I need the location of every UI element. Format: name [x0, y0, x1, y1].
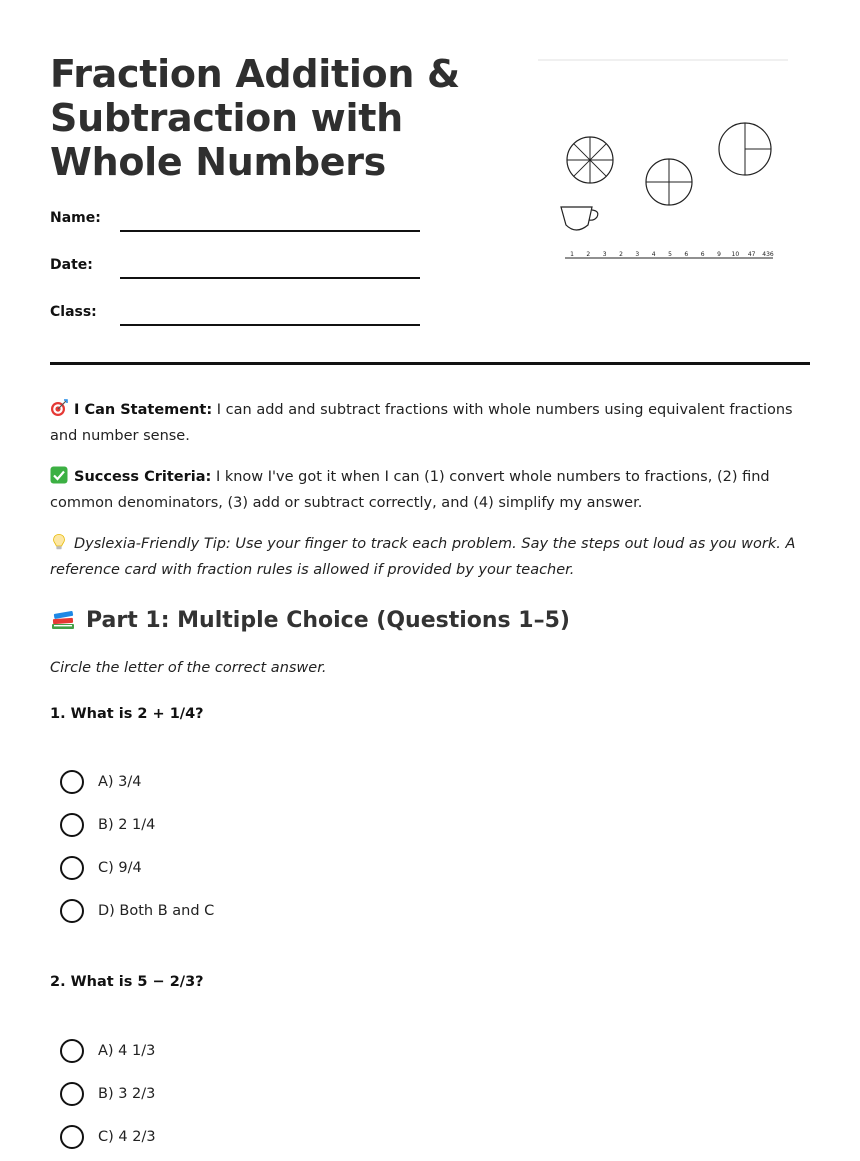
number-line-label: 436: [762, 251, 774, 258]
books-icon: [50, 606, 76, 632]
i-can-statement: [50, 397, 810, 449]
q1-option-d[interactable]: [60, 898, 214, 924]
number-line-label: 5: [668, 251, 672, 258]
class-label: Class:: [50, 304, 97, 320]
page-title: Fraction Addition & Subtraction with Whole Numbers: [50, 52, 460, 184]
number-line-label: 4: [651, 251, 656, 258]
answer-bubble[interactable]: [60, 899, 84, 923]
q1-option-c[interactable]: [60, 855, 142, 881]
answer-bubble[interactable]: [60, 1125, 84, 1149]
number-line-label: 47: [747, 251, 756, 258]
dyslexia-tip: [50, 531, 810, 583]
option-label: A) 4 1/3: [98, 1043, 156, 1059]
number-line-label: 2: [586, 251, 591, 258]
number-line-label: 9: [717, 251, 721, 258]
number-line-label: 3: [602, 251, 607, 258]
date-write-line[interactable]: [120, 277, 420, 279]
number-line: [565, 251, 774, 258]
success-label: Success Criteria:: [74, 469, 212, 485]
check-box-icon: [50, 466, 68, 484]
question-2: 2. What is 5 − 2/3?: [50, 974, 204, 990]
option-label: A) 3/4: [98, 774, 142, 790]
number-line-label: 1: [570, 251, 574, 258]
class-field[interactable]: [50, 304, 430, 334]
quarter-marked-circle-icon: [719, 123, 771, 175]
success-criteria: [50, 464, 810, 516]
success-text: I know I've got it when I can (1) convert whole numbers to fractions, (2) find common denominators, (3) add or subtract correctly, and (4) simplify my answer.: [50, 469, 770, 511]
name-write-line[interactable]: [120, 230, 420, 232]
tip-text: Dyslexia-Friendly Tip: Use your finger to track each problem. Say the steps out loud as you work. A reference card with fraction rules is allowed if provided by your teacher.: [50, 536, 796, 578]
date-label: Date:: [50, 257, 93, 273]
q1-option-a[interactable]: [60, 769, 142, 795]
number-line-label: 6: [684, 251, 689, 258]
q2-option-c[interactable]: [60, 1124, 156, 1150]
i-can-text: I can add and subtract fractions with whole numbers using equivalent fractions and number sense.: [50, 402, 793, 444]
part1-instructions: Circle the letter of the correct answer.: [50, 660, 327, 676]
target-icon: [50, 399, 68, 417]
q2-option-a[interactable]: [60, 1038, 155, 1064]
q2-option-b[interactable]: [60, 1081, 155, 1107]
header-divider: [50, 362, 810, 365]
quarters-circle-icon: [646, 159, 692, 205]
answer-bubble[interactable]: [60, 770, 84, 794]
number-line-label: 10: [731, 251, 740, 258]
option-label: D) Both B and C: [98, 903, 215, 919]
class-write-line[interactable]: [120, 324, 420, 326]
fraction-illustration: [530, 55, 800, 285]
question-1: 1. What is 2 + 1/4?: [50, 706, 204, 722]
measuring-cup-icon: [561, 207, 598, 230]
answer-bubble[interactable]: [60, 1082, 84, 1106]
option-label: C) 4 2/3: [98, 1129, 156, 1145]
answer-bubble[interactable]: [60, 813, 84, 837]
option-label: B) 3 2/3: [98, 1086, 156, 1102]
answer-bubble[interactable]: [60, 1039, 84, 1063]
part1-heading: [50, 606, 570, 633]
name-label: Name:: [50, 210, 101, 226]
i-can-label: I Can Statement:: [74, 402, 213, 418]
number-line-label: 3: [635, 251, 640, 258]
option-label: C) 9/4: [98, 860, 142, 876]
answer-bubble[interactable]: [60, 856, 84, 880]
eighths-circle-icon: [567, 137, 613, 183]
name-field[interactable]: [50, 210, 430, 240]
number-line-label: 2: [619, 251, 623, 258]
option-label: B) 2 1/4: [98, 817, 156, 833]
q1-option-b[interactable]: [60, 812, 155, 838]
date-field[interactable]: [50, 257, 430, 287]
lightbulb-icon: [50, 533, 68, 551]
number-line-label: 6: [700, 251, 705, 258]
part1-heading-text: Part 1: Multiple Choice (Questions 1–5): [86, 608, 570, 633]
